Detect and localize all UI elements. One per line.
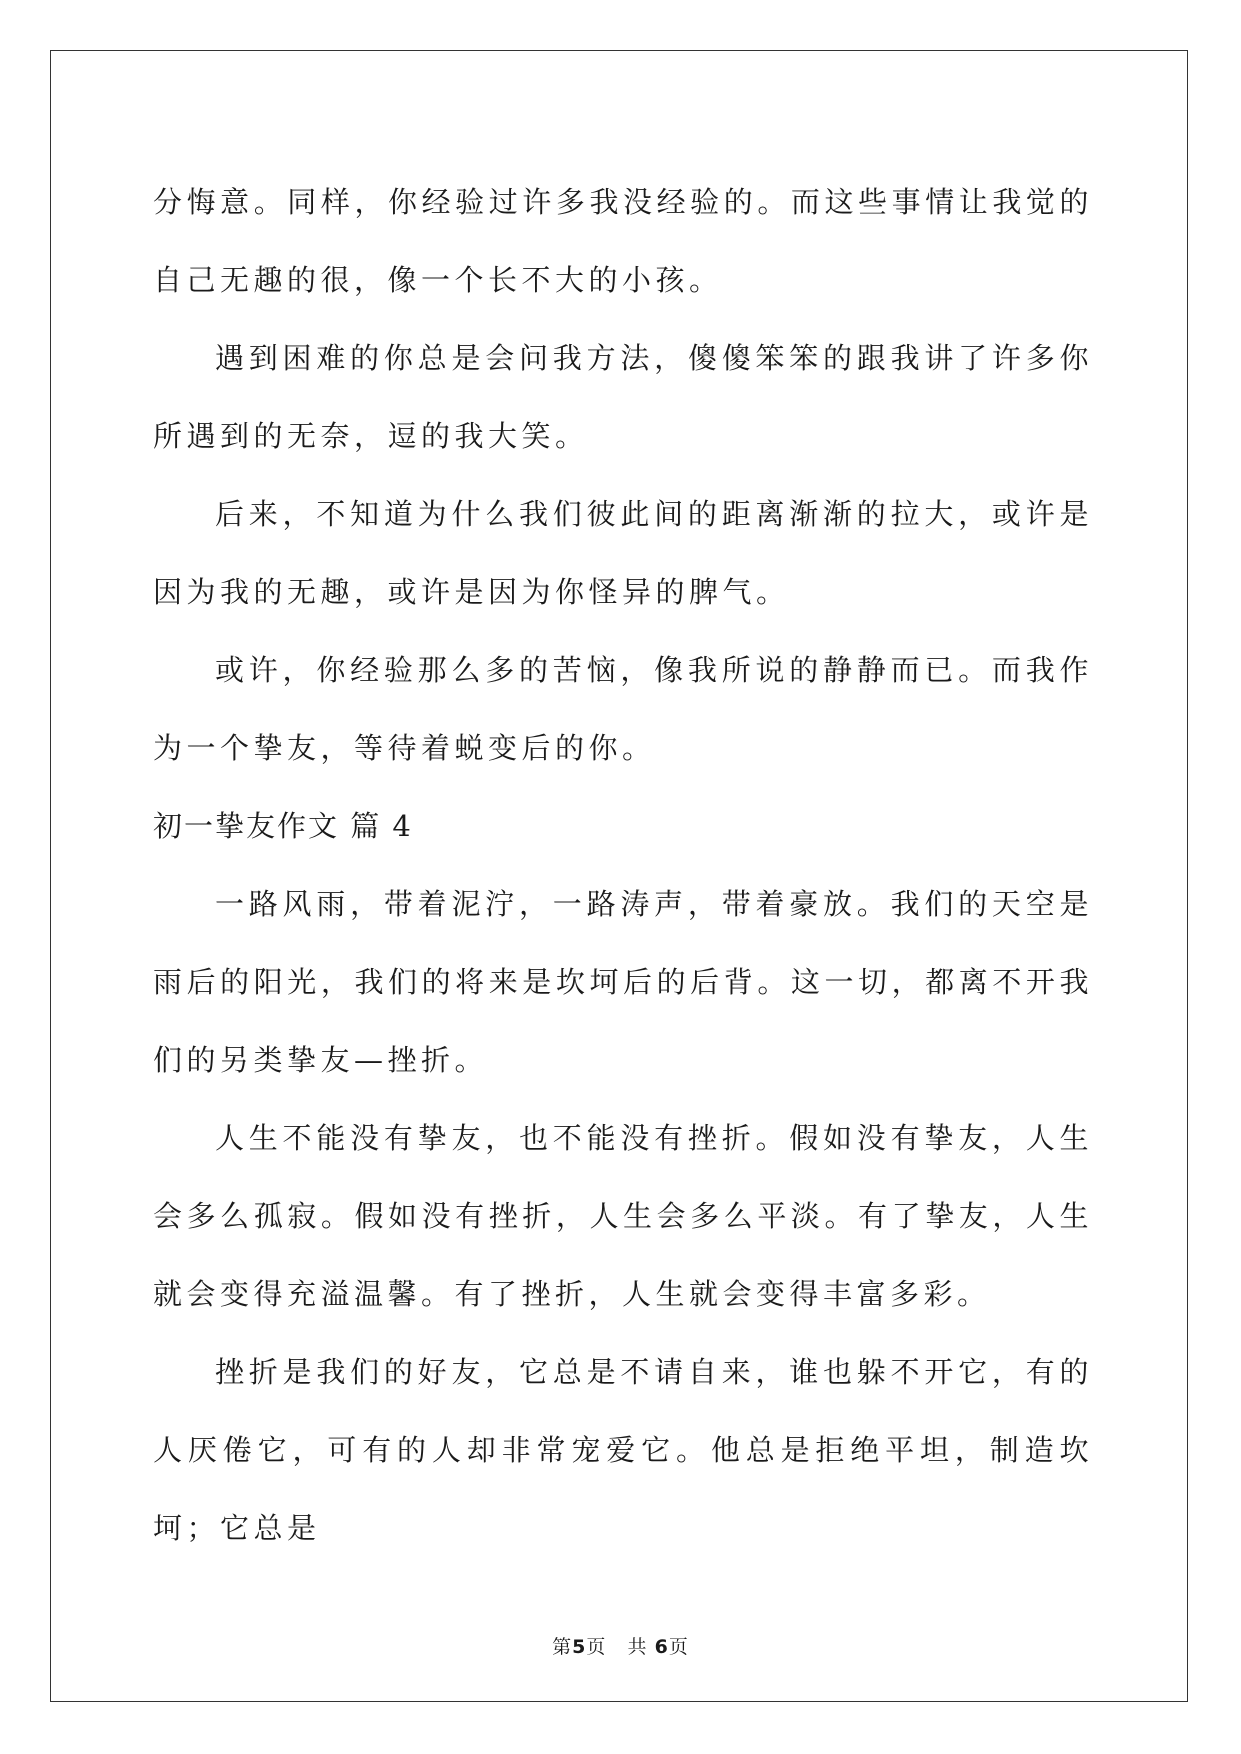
footer-total-suffix: 页 bbox=[668, 1636, 689, 1658]
footer-page-word: 页 bbox=[586, 1636, 607, 1658]
paragraph-1: 分悔意。同样，你经验过许多我没经验的。而这些事情让我觉的自己无趣的很，像一个长不大的小孩。 bbox=[153, 185, 1093, 297]
paragraph-3: 后来，不知道为什么我们彼此间的距离渐渐的拉大，或许是因为我的无趣，或许是因为你怪异的脾气。 bbox=[153, 497, 1093, 609]
section-paragraph-3: 挫折是我们的好友，它总是不请自来，谁也躲不开它，有的人厌倦它，可有的人却非常宠爱它。他总是拒绝平坦，制造坎坷；它总是 bbox=[153, 1355, 1093, 1545]
paragraph-4: 或许，你经验那么多的苦恼，像我所说的静静而已。而我作为一个挚友，等待着蜕变后的你。 bbox=[153, 653, 1093, 765]
footer-total-prefix: 共 bbox=[627, 1636, 648, 1658]
footer-current-page: 5 bbox=[572, 1636, 587, 1658]
section-paragraph-2: 人生不能没有挚友，也不能没有挫折。假如没有挚友，人生会多么孤寂。假如没有挫折，人生会多么平淡。有了挚友，人生就会变得充溢温馨。有了挫折，人生就会变得丰富多彩。 bbox=[153, 1121, 1093, 1311]
section-paragraph-1: 一路风雨，带着泥泞，一路涛声，带着豪放。我们的天空是雨后的阳光，我们的将来是坎坷后的后背。这一切，都离不开我们的另类挚友—挫折。 bbox=[153, 887, 1093, 1077]
section-title: 初一挚友作文 篇 4 bbox=[153, 809, 413, 843]
footer-prefix: 第 bbox=[552, 1636, 573, 1658]
paragraph-2: 遇到困难的你总是会问我方法，傻傻笨笨的跟我讲了许多你所遇到的无奈，逗的我大笑。 bbox=[153, 341, 1093, 453]
document-body bbox=[153, 163, 1093, 1567]
page-footer bbox=[0, 1632, 1241, 1659]
footer-total-pages: 6 bbox=[654, 1636, 669, 1658]
